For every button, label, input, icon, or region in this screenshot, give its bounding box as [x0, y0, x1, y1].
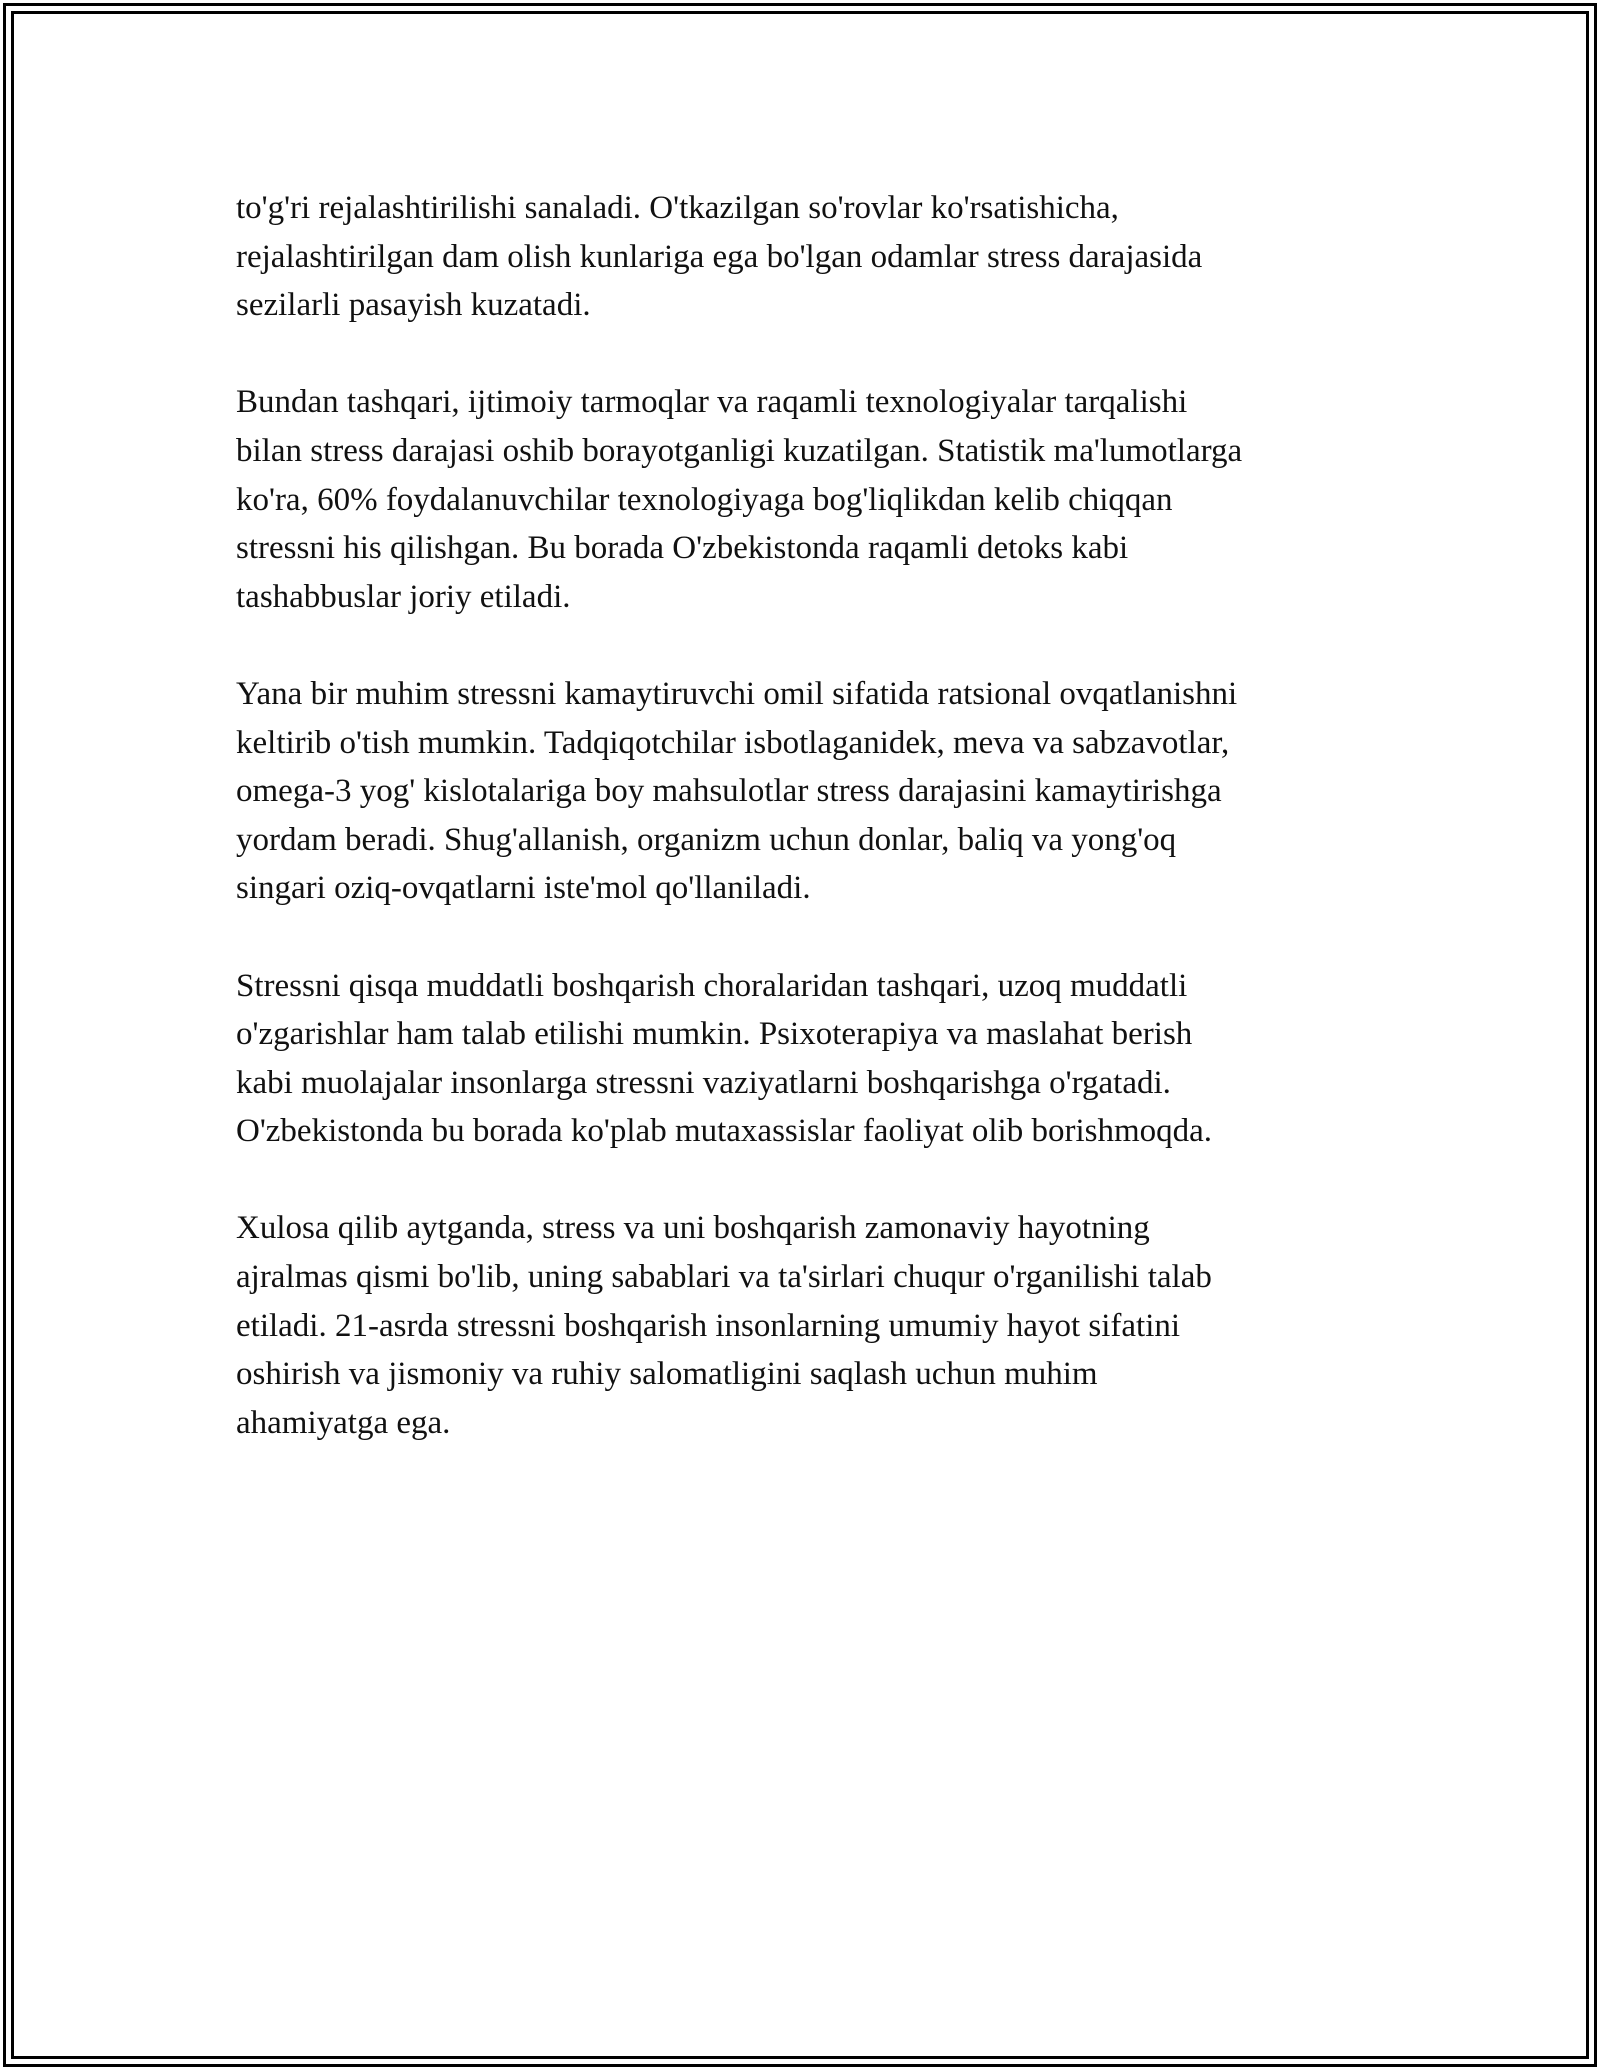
text-line: keltirib o'tish mumkin. Tadqiqotchilar isbotlaganidek, meva va sabzavotlar,	[236, 724, 1230, 761]
paragraph-planning	[236, 184, 1376, 330]
text-line: omega-3 yog' kislotalariga boy mahsulotlar stress darajasini kamaytirishga	[236, 773, 1222, 810]
text-line: ahamiyatga ega.	[236, 1404, 451, 1441]
text-line: singari oziq-ovqatlarni iste'mol qo'llaniladi.	[236, 870, 811, 907]
paragraph-conclusion	[236, 1204, 1376, 1447]
text-line: Yana bir muhim stressni kamaytiruvchi omil sifatida ratsional ovqatlanishni	[236, 675, 1238, 712]
text-line: ajralmas qismi bo'lib, uning sabablari va ta'sirlari chuqur o'rganilishi talab	[236, 1259, 1212, 1296]
text-line: stressni his qilishgan. Bu borada O'zbekistonda raqamli detoks kabi	[236, 530, 1129, 567]
text-line: Xulosa qilib aytganda, stress va uni boshqarish zamonaviy hayotning	[236, 1210, 1150, 1247]
text-line: Bundan tashqari, ijtimoiy tarmoqlar va raqamli texnologiyalar tarqalishi	[236, 384, 1188, 421]
paragraph-long-term	[236, 962, 1376, 1156]
text-line: tashabbuslar joriy etiladi.	[236, 578, 571, 615]
document-body	[236, 184, 1376, 1496]
text-line: oshirish va jismoniy va ruhiy salomatligini saqlash uchun muhim	[236, 1356, 1098, 1393]
paragraph-technology	[236, 378, 1376, 621]
text-line: O'zbekistonda bu borada ko'plab mutaxassislar faoliyat olib borishmoqda.	[236, 1113, 1213, 1150]
text-line: Stressni qisqa muddatli boshqarish choralaridan tashqari, uzoq muddatli	[236, 967, 1188, 1004]
text-line: bilan stress darajasi oshib borayotganligi kuzatilgan. Statistik ma'lumotlarga	[236, 432, 1243, 469]
text-line: sezilarli pasayish kuzatadi.	[236, 287, 591, 324]
text-line: kabi muolajalar insonlarga stressni vaziyatlarni boshqarishga o'rgatadi.	[236, 1064, 1171, 1101]
text-line: to'g'ri rejalashtirilishi sanaladi. O'tkazilgan so'rovlar ko'rsatishicha,	[236, 190, 1119, 226]
text-line: yordam beradi. Shug'allanish, organizm uchun donlar, baliq va yong'oq	[236, 821, 1177, 858]
text-line: etiladi. 21-asrda stressni boshqarish insonlarning umumiy hayot sifatini	[236, 1307, 1181, 1344]
text-line: ko'ra, 60% foydalanuvchilar texnologiyaga bog'liqlikdan kelib chiqqan	[236, 481, 1173, 518]
text-line: o'zgarishlar ham talab etilishi mumkin. Psixoterapiya va maslahat berish	[236, 1016, 1193, 1053]
paragraph-nutrition	[236, 670, 1376, 913]
text-line: rejalashtirilgan dam olish kunlariga ega bo'lgan odamlar stress darajasida	[236, 238, 1203, 275]
